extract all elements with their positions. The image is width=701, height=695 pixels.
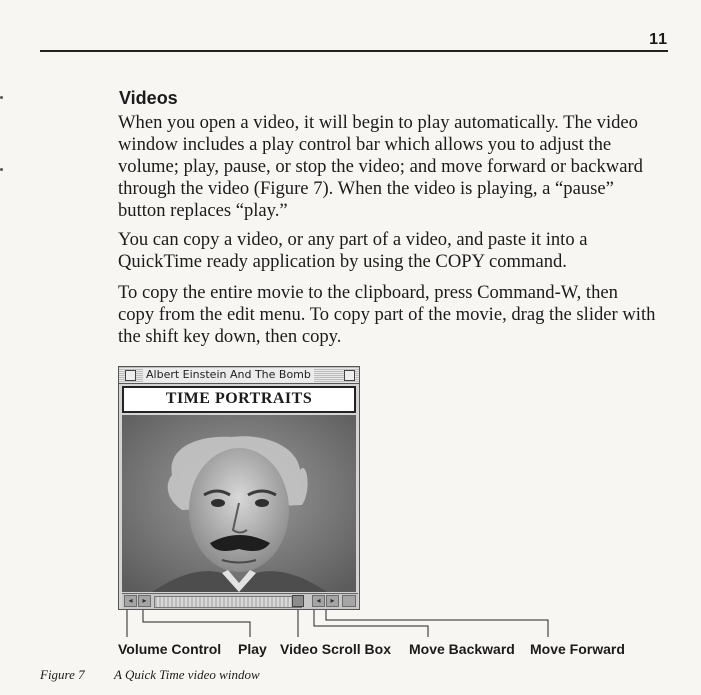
video-window <box>118 366 360 610</box>
move-forward-button[interactable]: ▸ <box>326 595 339 607</box>
header-rule <box>40 50 668 52</box>
video-scroll-box[interactable] <box>292 595 304 607</box>
play-control-bar <box>122 593 358 609</box>
figure-number: Figure 7 <box>40 667 85 682</box>
video-frame <box>122 415 356 592</box>
page-number: 11 <box>649 31 668 48</box>
volume-control-button[interactable]: ◂ <box>124 595 137 607</box>
callout-volume-control: Volume Control <box>118 641 222 657</box>
time-portraits-banner: TIME PORTRAITS <box>122 386 356 413</box>
callout-move-forward: Move Forward <box>530 641 625 657</box>
close-box-icon[interactable] <box>125 370 136 381</box>
window-title: Albert Einstein And The Bomb <box>143 368 314 382</box>
figure-caption: A Quick Time video window <box>114 667 260 682</box>
size-box-icon[interactable] <box>342 595 356 607</box>
video-scroll-track[interactable] <box>154 596 302 608</box>
move-backward-button[interactable]: ◂ <box>312 595 325 607</box>
section-heading: Videos <box>119 88 178 108</box>
page-edge-mark <box>0 96 3 99</box>
callout-play: Play <box>238 641 267 657</box>
page-edge-mark <box>0 168 3 171</box>
play-button[interactable]: ▸ <box>138 595 151 607</box>
portrait-image <box>122 415 356 592</box>
body-paragraph: When you open a video, it will begin to play automatically. The video window includes a play control bar which allows you to adjust the volume; play, pause, or stop the video; and move forward or backward through the video (Figure 7). When the video is playing, a “pause” button replaces “play.” <box>118 112 643 221</box>
zoom-box-icon[interactable] <box>344 370 355 381</box>
body-paragraph: To copy the entire movie to the clipboard, press Command-W, then copy from the edit menu. To copy part of the movie, drag the slider with the shift key down, then copy. <box>118 282 656 347</box>
callout-video-scroll-box: Video Scroll Box <box>280 641 391 657</box>
callout-move-backward: Move Backward <box>409 641 515 657</box>
window-titlebar[interactable] <box>119 367 359 384</box>
body-paragraph: You can copy a video, or any part of a video, and paste it into a QuickTime ready application by using the COPY command. <box>118 229 588 272</box>
